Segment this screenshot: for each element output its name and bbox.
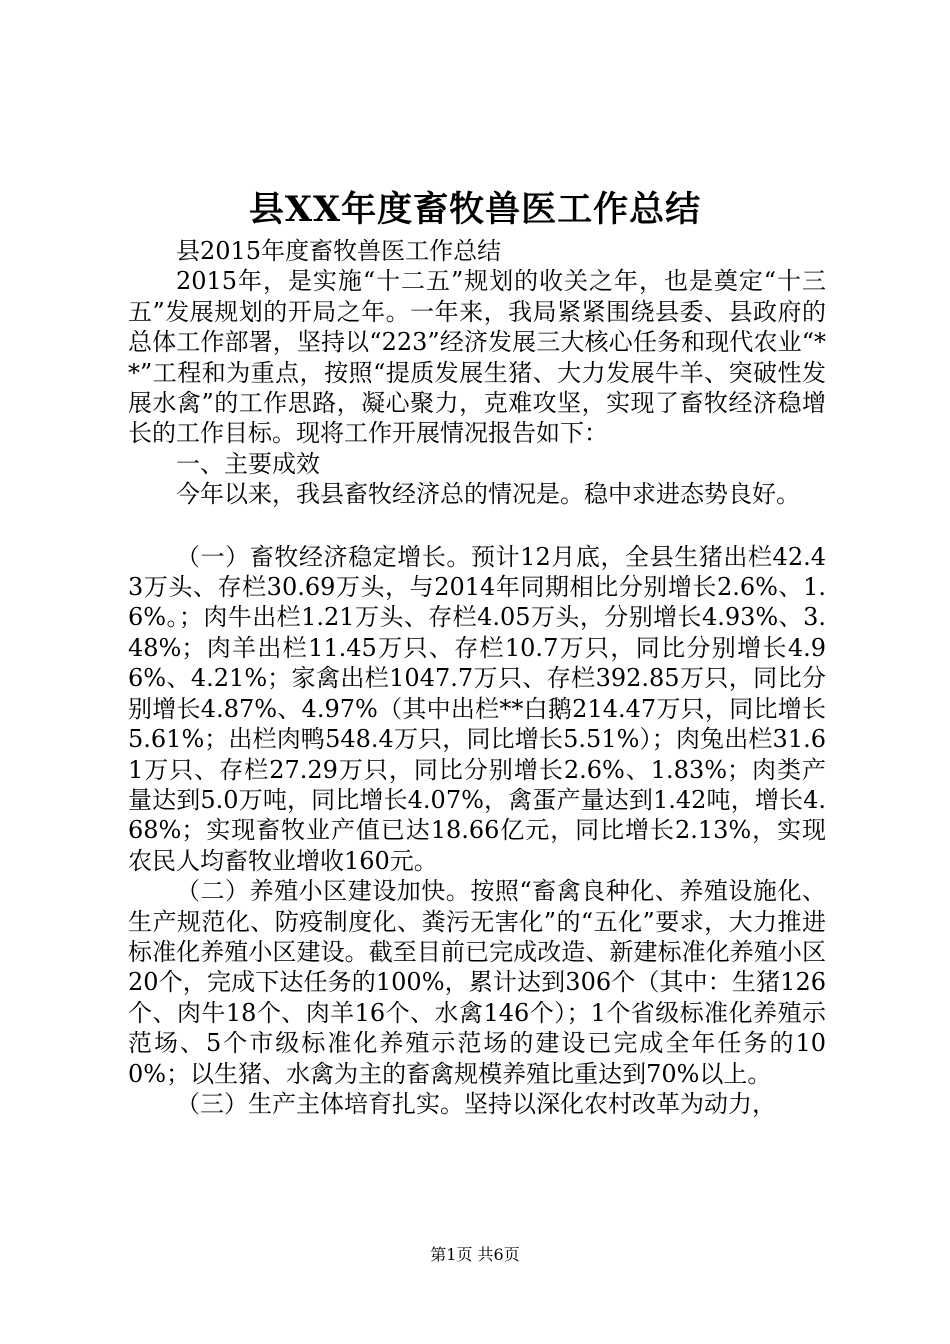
paragraph-production-entities: （三）生产主体培育扎实。坚持以深化农村改革为动力， bbox=[176, 1089, 776, 1118]
page-footer: 第1页 共6页 bbox=[430, 1245, 520, 1264]
paragraph-overview: 今年以来，我县畜牧经济总的情况是。稳中求进态势良好。 bbox=[176, 480, 800, 509]
document-title: 县XX年度畜牧兽医工作总结 bbox=[248, 189, 702, 230]
section-heading-main-results: 一、主要成效 bbox=[176, 449, 320, 478]
paragraph-livestock-growth: （一）畜牧经济稳定增长。预计12月底，全县生猪出栏42.43万头、存栏30.69万头，与2014年同期相比分别增长2.6%、1.6%。；肉牛出栏1.21万头、存栏4.05万头，分别增长4.93%、3.48%；肉羊出栏11.45万只、存栏10.7万只，同比分别增长4.96%、4.21%；家禽出栏1047.7万只、存栏392.85万只，同比分别增长4.87%、4.97%（其中出栏**白鹅214.47万只，同比增长5.61%；出栏肉鸭548.4万只，同比增长5.51%）；肉兔出栏31.61万只、存栏27.29万只，同比分别增长2.6%、1.83%；肉类产量达到5.0万吨，同比增长4.07%，禽蛋产量达到1.42吨，增长4.68%；实现畜牧业产值已达18.66亿元，同比增长2.13%，实现农民人均畜牧业增收160元。 bbox=[128, 542, 826, 875]
paragraph-intro: 2015年，是实施“十二五”规划的收关之年，也是奠定“十三五”发展规划的开局之年。一年来，我局紧紧围绕县委、县政府的总体工作部署，坚持以“223”经济发展三大核心任务和现代农业“**”工程和为重点，按照“提质发展生猪、大力发展牛羊、突破性发展水禽”的工作思路，凝心聚力，克难攻坚，实现了畜牧经济稳增长的工作目标。现将工作开展情况报告如下： bbox=[128, 267, 826, 448]
paragraph-breeding-zones: （二）养殖小区建设加快。按照“畜禽良种化、养殖设施化、生产规范化、防疫制度化、粪污无害化”的“五化”要求，大力推进标准化养殖小区建设。截至目前已完成改造、新建标准化养殖小区20个，完成下达任务的100%，累计达到306个（其中：生猪126个、肉牛18个、肉羊16个、水禽146个）；1个省级标准化养殖示范场、5个市级标准化养殖示范场的建设已完成全年任务的100%；以生猪、水禽为主的畜禽规模养殖比重达到70%以上。 bbox=[128, 877, 826, 1088]
document-body bbox=[128, 236, 826, 1119]
paragraph-subtitle: 县2015年度畜牧兽医工作总结 bbox=[176, 237, 502, 265]
